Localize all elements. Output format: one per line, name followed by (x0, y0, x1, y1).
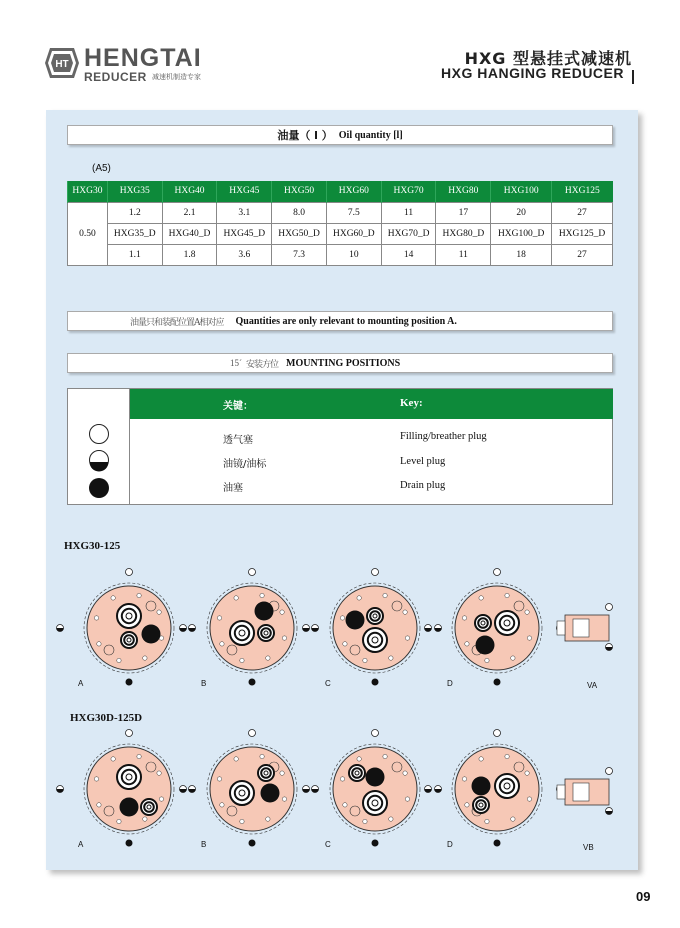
table-cell: 1.1 (107, 244, 162, 265)
table-cell: 27 (552, 202, 613, 223)
table-cell: 27 (552, 244, 613, 265)
mounting-prefix: 15´ (230, 358, 242, 368)
key-header (130, 389, 613, 419)
key-item-cn: 油镜/油标 (223, 459, 267, 470)
oil-title-cn: 油量（ l ） (277, 129, 333, 142)
table-cell: HXG40_D (162, 223, 217, 244)
col-header: HXG125 (552, 181, 613, 202)
position-label: A (78, 840, 84, 849)
key-item-cn: 透气塞 (223, 435, 253, 446)
oil-quantity-bar (67, 125, 613, 145)
table-cell: HXG50_D (272, 223, 327, 244)
svg-text:HT: HT (55, 59, 69, 70)
open-circle-icon (90, 425, 109, 444)
oil-table (67, 181, 613, 266)
col-header: HXG30 (68, 181, 108, 202)
page-title-cn: HXG 型悬挂式减速机 (464, 49, 632, 68)
mounting-en: MOUNTING POSITIONS (286, 357, 401, 369)
oil-title-en: Oil quantity [l] (338, 129, 403, 141)
mounting-ref: (A5) (92, 163, 111, 174)
position-label: C (325, 840, 331, 849)
table-cell: 20 (491, 202, 552, 223)
key-item-cn: 油塞 (223, 483, 243, 494)
table-row (68, 202, 613, 223)
col-header: HXG80 (436, 181, 491, 202)
position-label: D (447, 679, 453, 688)
filled-circle-icon (89, 478, 109, 498)
table-cell: HXG100_D (491, 223, 552, 244)
position-label: D (447, 840, 453, 849)
table-cell: 2.1 (162, 202, 217, 223)
mounting-bar (67, 353, 613, 373)
brand-badge-icon (44, 46, 80, 80)
table-cell: 7.3 (272, 244, 327, 265)
col-header: HXG35 (107, 181, 162, 202)
key-item-en: Filling/breather plug (400, 431, 487, 442)
table-cell: 3.1 (217, 202, 272, 223)
title-rule (632, 70, 634, 84)
table-row (68, 244, 613, 265)
table-cell: 0.50 (68, 202, 108, 265)
position-label: VA (587, 681, 598, 690)
table-cell: 17 (436, 202, 491, 223)
table-cell: HXG60_D (326, 223, 381, 244)
table-cell: 1.2 (107, 202, 162, 223)
group2-title: HXG30D-125D (70, 712, 143, 724)
table-cell: 10 (326, 244, 381, 265)
position-label: B (201, 679, 207, 688)
brand-name: HENGTAI (84, 44, 202, 72)
page-number: 09 (636, 889, 651, 904)
key-head-cn: 关键： (223, 401, 253, 412)
table-cell: HXG80_D (436, 223, 491, 244)
col-header: HXG70 (381, 181, 436, 202)
position-label: A (78, 679, 84, 688)
table-cell: 14 (381, 244, 436, 265)
col-header: HXG100 (491, 181, 552, 202)
col-header: HXG40 (162, 181, 217, 202)
position-label: C (325, 679, 331, 688)
mounting-cn: 安装方位 (246, 359, 279, 370)
position-label: VB (583, 843, 594, 852)
col-header: HXG50 (272, 181, 327, 202)
key-icons (68, 389, 130, 504)
table-cell: HXG45_D (217, 223, 272, 244)
key-table (67, 388, 613, 505)
table-cell: 8.0 (272, 202, 327, 223)
table-cell: HXG35_D (107, 223, 162, 244)
table-cell: 1.8 (162, 244, 217, 265)
note-en: Quantities are only relevant to mounting position A. (235, 315, 457, 327)
oil-table-header (68, 181, 613, 202)
page-title-en: HXG HANGING REDUCER (441, 65, 624, 81)
col-header: HXG60 (326, 181, 381, 202)
group1-title: HXG30-125 (64, 540, 121, 552)
key-head-en: Key: (400, 397, 423, 409)
table-row (68, 223, 613, 244)
brand-logo (44, 44, 224, 84)
note-cn: 油量只和装配位置A相对应 (130, 317, 224, 328)
table-cell: 7.5 (326, 202, 381, 223)
note-bar (67, 311, 613, 331)
table-cell: 3.6 (217, 244, 272, 265)
key-item-en: Drain plug (400, 480, 446, 491)
brand-sub: REDUCER (84, 70, 147, 84)
table-cell: 18 (491, 244, 552, 265)
key-item-en: Level plug (400, 456, 446, 467)
table-cell: HXG70_D (381, 223, 436, 244)
half-circle-icon (90, 451, 109, 472)
table-cell: HXG125_D (552, 223, 613, 244)
table-cell: 11 (436, 244, 491, 265)
key-icon-column (68, 389, 130, 504)
table-cell: 11 (381, 202, 436, 223)
col-header: HXG45 (217, 181, 272, 202)
position-label: B (201, 840, 207, 849)
brand-tagline: 减速机制造专家 (152, 73, 201, 81)
